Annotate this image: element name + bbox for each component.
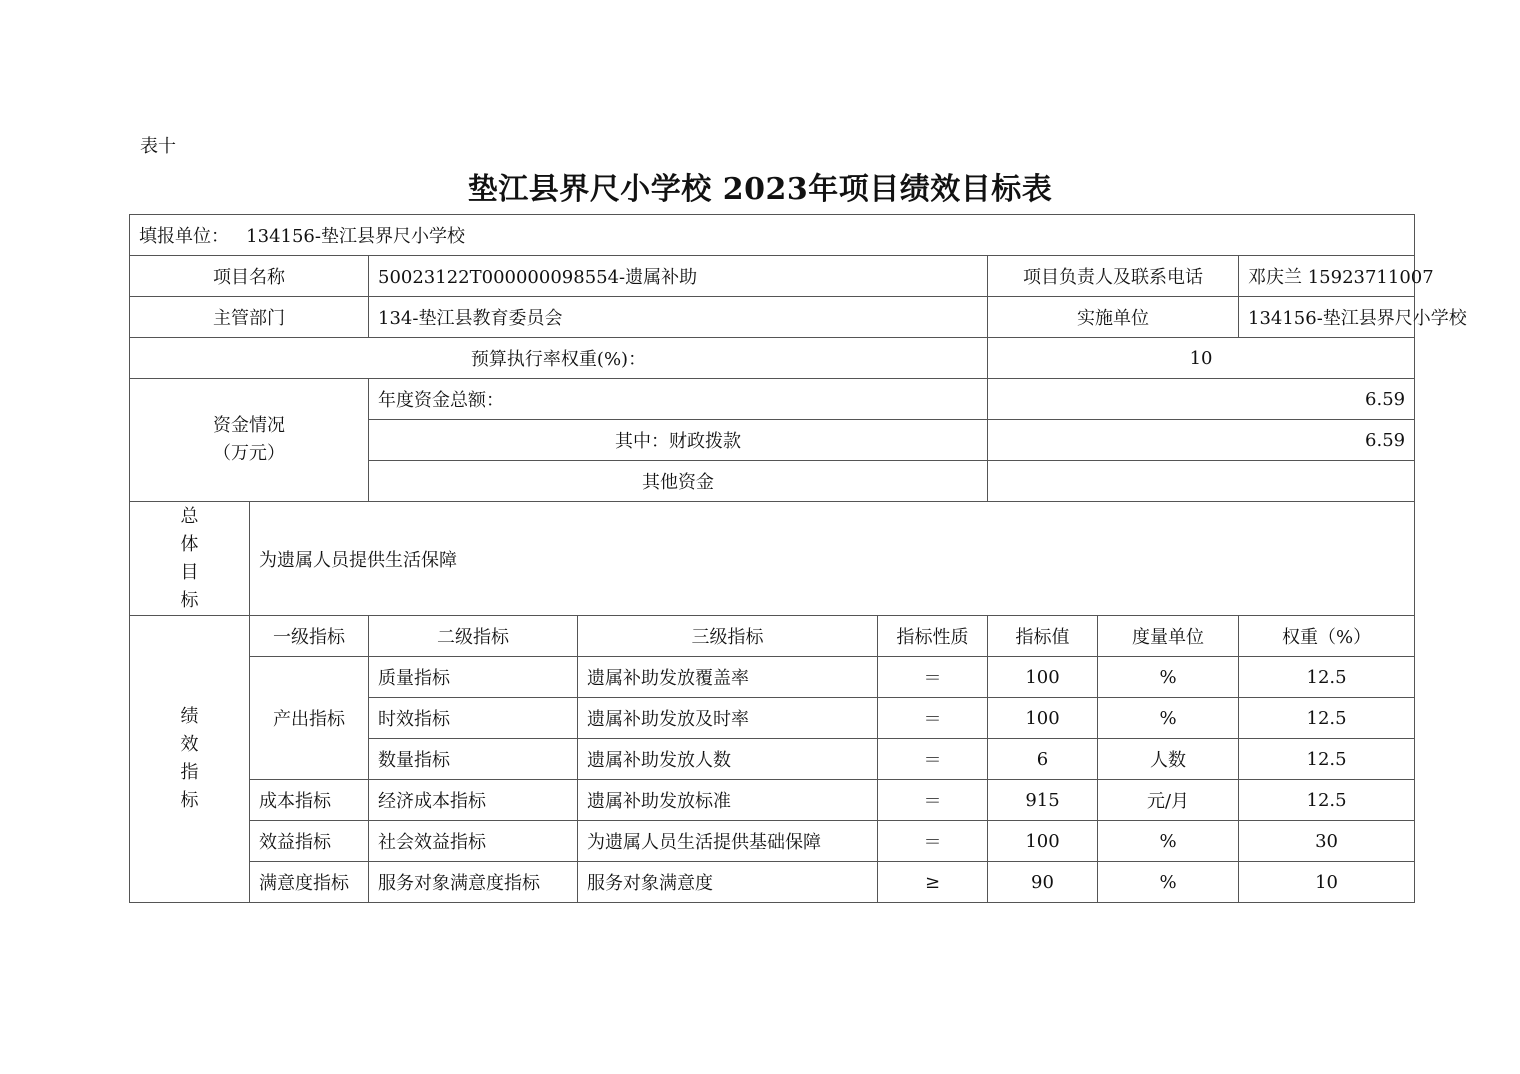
funds-label-line1: 资金情况 [213,415,285,436]
project-name-value: 50023122T000000098554-遗属补助 [369,256,988,297]
table-number: 表十 [140,136,176,157]
level2-cell: 数量指标 [369,739,578,780]
weight-cell: 12.5 [1239,739,1415,780]
weight-cell: 30 [1239,821,1415,862]
goal-char: 标 [180,589,199,611]
header-level3: 三级指标 [578,616,878,657]
dept-value: 134-垫江县教育委员会 [369,297,988,338]
unit-cell: % [1098,821,1239,862]
weight-cell: 12.5 [1239,698,1415,739]
level3-cell: 遗属补助发放覆盖率 [578,657,878,698]
value-cell: 6 [988,739,1098,780]
level1-cell: 成本指标 [250,780,369,821]
annual-total-label: 年度资金总额： [369,379,988,420]
unit-cell: % [1098,657,1239,698]
level3-cell: 遗属补助发放及时率 [578,698,878,739]
level1-cell: 效益指标 [250,821,369,862]
unit-cell: 元/月 [1098,780,1239,821]
value-cell: 100 [988,698,1098,739]
perf-char: 效 [180,734,199,755]
perf-char: 绩 [180,706,199,727]
unit-cell: % [1098,862,1239,903]
overall-goal-row [130,502,1415,616]
overall-goal-label [130,502,250,616]
table-row [130,821,1415,862]
department-row [130,297,1415,338]
fiscal-value: 6.59 [988,420,1415,461]
funds-label [130,379,369,502]
nature-cell: ≥ [878,862,988,903]
unit-cell: % [1098,698,1239,739]
header-nature: 指标性质 [878,616,988,657]
level3-cell: 遗属补助发放标准 [578,780,878,821]
weight-cell: 12.5 [1239,657,1415,698]
value-cell: 915 [988,780,1098,821]
goal-char: 目 [180,561,199,583]
indicator-header-row [130,616,1415,657]
performance-indicators-label [130,616,250,903]
perf-char: 指 [180,762,199,783]
level3-cell: 为遗属人员生活提供基础保障 [578,821,878,862]
reporting-unit-cell [130,215,1415,256]
budget-weight-row [130,338,1415,379]
performance-table [129,214,1467,903]
fiscal-label: 其中：财政拨款 [369,420,988,461]
reporting-unit-label: 填报单位： [139,226,229,247]
value-cell: 100 [988,821,1098,862]
header-weight: 权重（%） [1239,616,1415,657]
value-cell: 100 [988,657,1098,698]
level2-cell: 社会效益指标 [369,821,578,862]
page-title: 垫江县界尺小学校 2023年项目绩效目标表 [467,172,1053,207]
table-row [130,862,1415,903]
other-funds-value [988,461,1415,502]
header-level1: 一级指标 [250,616,369,657]
header-value: 指标值 [988,616,1098,657]
level3-cell: 服务对象满意度 [578,862,878,903]
header-unit: 度量单位 [1098,616,1239,657]
annual-total-value: 6.59 [988,379,1415,420]
other-funds-label: 其他资金 [369,461,988,502]
budget-weight-value: 10 [988,338,1415,379]
budget-weight-label: 预算执行率权重(%)： [130,338,988,379]
funds-label-line2: （万元） [213,443,285,464]
table-row [130,780,1415,821]
nature-cell: ＝ [878,780,988,821]
output-indicator-label: 产出指标 [250,657,369,780]
level2-cell: 服务对象满意度指标 [369,862,578,903]
level3-cell: 遗属补助发放人数 [578,739,878,780]
perf-char: 标 [180,790,199,811]
value-cell: 90 [988,862,1098,903]
leader-value: 邓庆兰 15923711007 [1239,256,1415,297]
goal-char: 总 [180,505,199,527]
reporting-unit-row [130,215,1415,256]
project-name-label: 项目名称 [130,256,369,297]
reporting-unit-value: 134156-垫江县界尺小学校 [246,226,465,247]
impl-value: 134156-垫江县界尺小学校 [1239,297,1415,338]
project-name-row [130,256,1415,297]
nature-cell: ＝ [878,698,988,739]
dept-label: 主管部门 [130,297,369,338]
level2-cell: 质量指标 [369,657,578,698]
overall-goal-value: 为遗属人员提供生活保障 [250,502,1415,616]
goal-char: 体 [180,533,199,555]
leader-label: 项目负责人及联系电话 [988,256,1239,297]
level1-cell: 满意度指标 [250,862,369,903]
table-row [130,657,1415,698]
nature-cell: ＝ [878,657,988,698]
weight-cell: 12.5 [1239,780,1415,821]
impl-label: 实施单位 [988,297,1239,338]
header-level2: 二级指标 [369,616,578,657]
weight-cell: 10 [1239,862,1415,903]
level2-cell: 时效指标 [369,698,578,739]
nature-cell: ＝ [878,739,988,780]
level2-cell: 经济成本指标 [369,780,578,821]
nature-cell: ＝ [878,821,988,862]
funds-total-row [130,379,1415,420]
unit-cell: 人数 [1098,739,1239,780]
